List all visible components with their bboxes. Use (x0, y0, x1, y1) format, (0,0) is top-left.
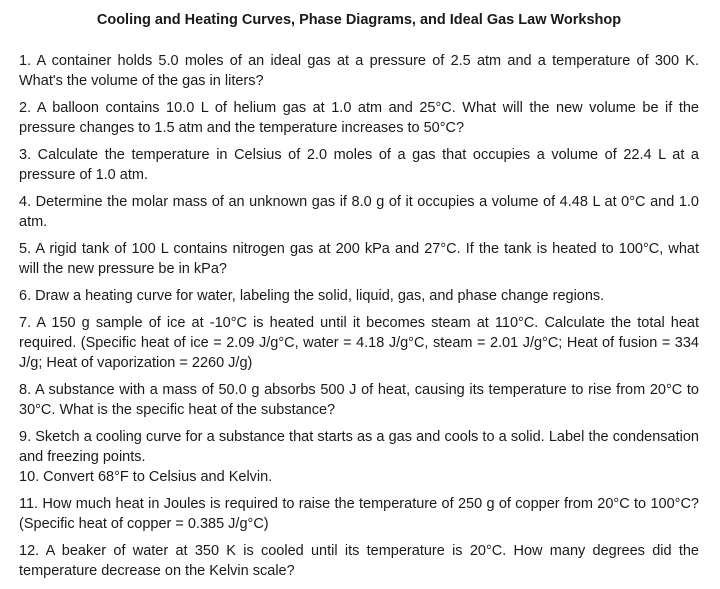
question-3: 3. Calculate the temperature in Celsius of 2.0 moles of a gas that occupies a volume of 22.4 L at a pressure of 1.0 atm. (19, 147, 699, 183)
question-8: 8. A substance with a mass of 50.0 g absorbs 500 J of heat, causing its temperature to rise from 20°C to 30°C. What is the specific heat of the substance? (19, 382, 699, 418)
question-1: 1. A container holds 5.0 moles of an ideal gas at a pressure of 2.5 atm and a temperature of 300 K. What's the volume of the gas in liters? (19, 53, 699, 89)
document-title: Cooling and Heating Curves, Phase Diagrams, and Ideal Gas Law Workshop (96, 12, 622, 28)
question-7: 7. A 150 g sample of ice at -10°C is heated until it becomes steam at 110°C. Calculate the total heat required. (Specific heat of ice = 2.09 J/g°C, water = 4.18 J/g°C, steam = 2.01 J/g°C; Heat of fusion = 334 J/g; Heat of vaporization = 2260 J/g) (19, 315, 699, 371)
question-5: 5. A rigid tank of 100 L contains nitrogen gas at 200 kPa and 27°C. If the tank is heated to 100°C, what will the new pressure be in kPa? (19, 241, 699, 277)
question-11: 11. How much heat in Joules is required to raise the temperature of 250 g of copper from 20°C to 100°C? (Specific heat of copper = 0.385 J/g°C) (19, 496, 699, 532)
question-9: 9. Sketch a cooling curve for a substance that starts as a gas and cools to a solid. Label the condensation and freezing points. (19, 429, 699, 465)
question-2: 2. A balloon contains 10.0 L of helium gas at 1.0 atm and 25°C. What will the new volume be if the pressure changes to 1.5 atm and the temperature increases to 50°C? (19, 100, 699, 136)
question-4: 4. Determine the molar mass of an unknown gas if 8.0 g of it occupies a volume of 4.48 L at 0°C and 1.0 atm. (19, 194, 699, 230)
question-6: 6. Draw a heating curve for water, labeling the solid, liquid, gas, and phase change regions. (19, 288, 605, 304)
question-12: 12. A beaker of water at 350 K is cooled until its temperature is 20°C. How many degrees did the temperature decrease on the Kelvin scale? (19, 543, 699, 579)
question-10: 10. Convert 68°F to Celsius and Kelvin. (19, 469, 273, 485)
